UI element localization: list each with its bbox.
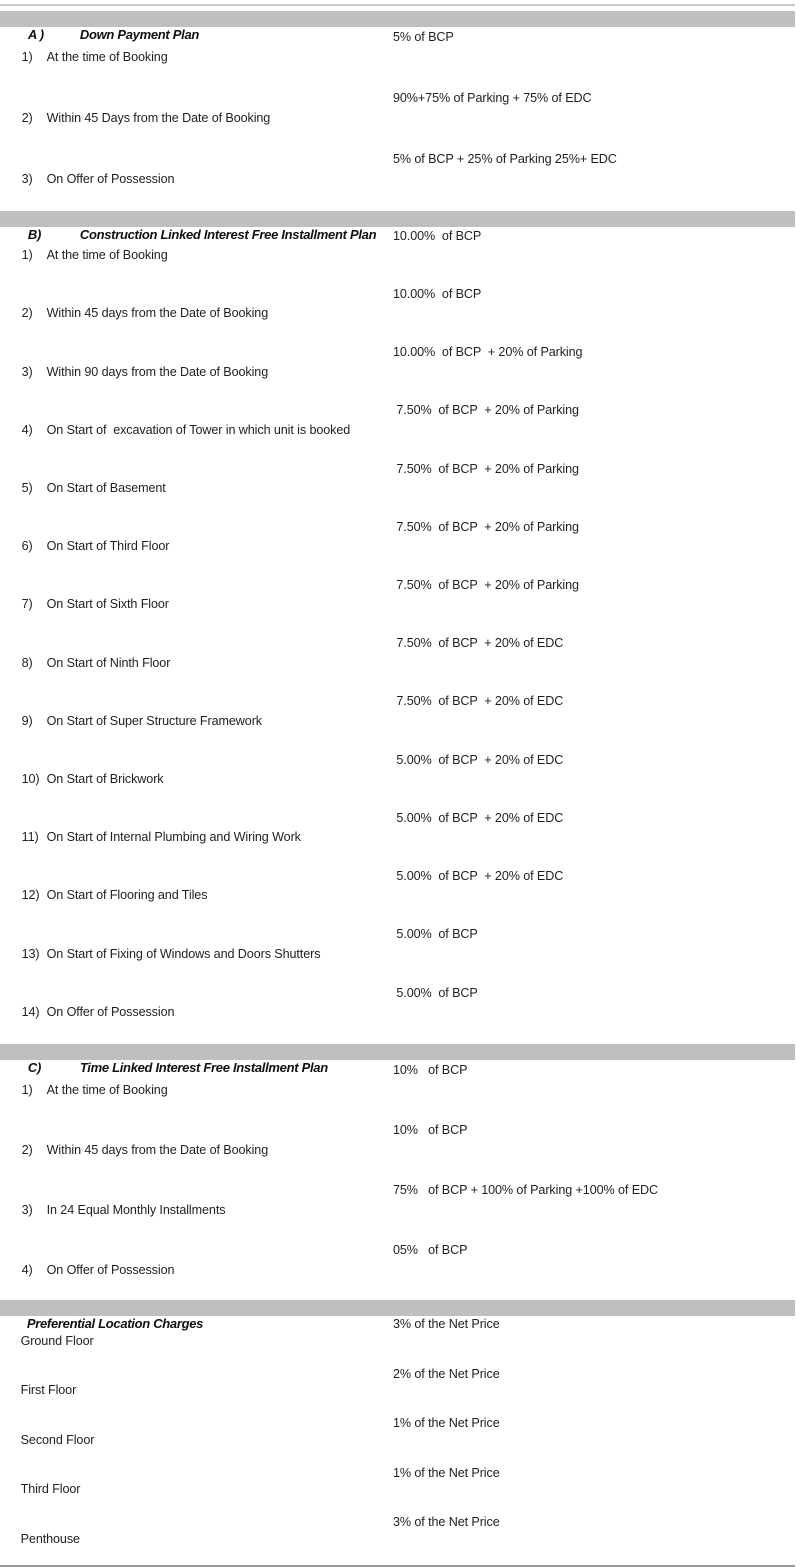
- row-label: On Start of Super Structure Framework: [46, 713, 262, 728]
- plan-row: [0, 149, 795, 210]
- row-label: Within 90 days from the Date of Booking: [46, 364, 269, 379]
- row-value: 10% of BCP: [393, 1063, 468, 1078]
- plan-row: [0, 925, 795, 983]
- row-label: Within 45 days from the Date of Booking: [46, 1143, 269, 1158]
- section-rows: [0, 227, 795, 1042]
- plan-row: [0, 401, 795, 459]
- row-value: 7.50% of BCP + 20% of Parking: [393, 577, 579, 592]
- row-label: On Start of Internal Plumbing and Wiring Work: [46, 830, 301, 845]
- plan-row: [0, 867, 795, 925]
- row-number: 5): [21, 480, 33, 495]
- row-value: 5.00% of BCP + 20% of EDC: [393, 810, 564, 825]
- row-label: First Floor: [20, 1383, 77, 1398]
- row-label: Second Floor: [20, 1432, 95, 1447]
- row-label: On Start of Brickwork: [46, 772, 164, 787]
- plan-row: [0, 227, 795, 285]
- section-rows: [0, 27, 795, 210]
- row-number: 3): [21, 1203, 33, 1218]
- row-number: 4): [21, 1263, 33, 1278]
- row-value: 7.50% of BCP + 20% of Parking: [393, 461, 579, 476]
- row-value: 10.00% of BCP: [393, 228, 482, 243]
- plan-section: [0, 11, 795, 210]
- plan-row: [0, 1060, 795, 1120]
- row-number: 3): [21, 364, 33, 379]
- plan-row: [0, 1366, 795, 1416]
- plan-row: [0, 984, 795, 1042]
- row-number: 1): [21, 248, 33, 263]
- plan-row: [0, 27, 795, 88]
- row-number: 12): [21, 888, 40, 903]
- row-label: At the time of Booking: [46, 248, 168, 263]
- row-label: At the time of Booking: [46, 50, 168, 65]
- row-value: 1% of the Net Price: [393, 1416, 500, 1431]
- row-label: On Start of Flooring and Tiles: [46, 888, 208, 903]
- plan-row: [0, 751, 795, 809]
- plan-row: [0, 343, 795, 401]
- row-label: Within 45 days from the Date of Booking: [46, 306, 269, 321]
- plan-row: [0, 1180, 795, 1240]
- row-value: 7.50% of BCP + 20% of EDC: [393, 636, 564, 651]
- section-title: Down Payment Plan: [79, 27, 200, 42]
- row-value: 3% of the Net Price: [393, 1515, 500, 1530]
- plan-sections-container: [0, 11, 795, 1564]
- row-number: 9): [21, 713, 33, 728]
- row-value: 3% of the Net Price: [393, 1317, 500, 1332]
- row-value: 10.00% of BCP + 20% of Parking: [393, 345, 583, 360]
- row-number: 10): [21, 772, 40, 787]
- row-value: 5.00% of BCP: [393, 927, 478, 942]
- plan-row: [0, 88, 795, 149]
- row-value: 7.50% of BCP + 20% of Parking: [393, 403, 579, 418]
- plan-row: [0, 1120, 795, 1180]
- row-value: 10.00% of BCP: [393, 286, 482, 301]
- plan-row: [0, 1465, 795, 1515]
- row-value: 5.00% of BCP + 20% of EDC: [393, 752, 564, 767]
- row-label: On Start of excavation of Tower in which unit is booked: [46, 422, 351, 437]
- section-rows: [0, 1060, 795, 1300]
- row-value: 5% of BCP: [393, 30, 454, 44]
- plan-row: [0, 1415, 795, 1465]
- row-number: 1): [21, 1083, 33, 1098]
- row-value: 7.50% of BCP + 20% of EDC: [393, 694, 564, 709]
- plan-section: [0, 211, 795, 1042]
- section-title: Construction Linked Interest Free Installment Plan: [79, 226, 377, 242]
- row-label: In 24 Equal Monthly Installments: [46, 1203, 226, 1218]
- row-value: 75% of BCP + 100% of Parking +100% of EDC: [393, 1183, 658, 1198]
- row-label: On Offer of Possession: [46, 172, 175, 187]
- row-label: Ground Floor: [20, 1333, 94, 1348]
- plan-row: [0, 285, 795, 343]
- row-number: 4): [21, 422, 33, 437]
- row-value: 05% of BCP: [393, 1243, 468, 1258]
- section-letter: C): [27, 1060, 41, 1076]
- row-number: 1): [21, 50, 33, 65]
- row-label: On Offer of Possession: [46, 1004, 175, 1019]
- plan-row: [0, 518, 795, 576]
- row-value: 5.00% of BCP: [393, 985, 478, 1000]
- row-label: Within 45 Days from the Date of Booking: [46, 111, 271, 126]
- row-value: 10% of BCP: [393, 1123, 468, 1138]
- row-label: Third Floor: [20, 1482, 81, 1497]
- section-rows: [0, 1316, 795, 1564]
- row-number: 11): [21, 830, 39, 845]
- plan-row: [0, 634, 795, 692]
- row-number: 3): [21, 172, 33, 187]
- section-letter: A ): [27, 27, 44, 42]
- row-label: At the time of Booking: [46, 1083, 168, 1098]
- row-value: 5.00% of BCP + 20% of EDC: [393, 869, 564, 884]
- plan-row: [0, 809, 795, 867]
- plan-row: [0, 1240, 795, 1300]
- plan-section: [0, 1300, 795, 1564]
- plan-row: [0, 1316, 795, 1366]
- table-top-border: [0, 4, 795, 6]
- row-label: On Start of Fixing of Windows and Doors Shutters: [46, 946, 321, 961]
- section-title: Time Linked Interest Free Installment Plan: [79, 1060, 328, 1076]
- row-number: 8): [21, 655, 33, 670]
- plan-row: [0, 1514, 795, 1564]
- plan-row: [0, 576, 795, 634]
- row-number: 2): [21, 111, 33, 126]
- plan-section: [0, 1044, 795, 1300]
- row-number: 2): [21, 306, 33, 321]
- row-value: 1% of the Net Price: [393, 1465, 500, 1480]
- plan-row: [0, 460, 795, 518]
- row-value: 2% of the Net Price: [393, 1366, 500, 1381]
- row-label: On Offer of Possession: [46, 1263, 175, 1278]
- row-value: 90%+75% of Parking + 75% of EDC: [393, 90, 592, 105]
- row-label: Penthouse: [20, 1531, 80, 1546]
- row-number: 2): [21, 1143, 33, 1158]
- row-label: On Start of Third Floor: [46, 539, 170, 554]
- row-value: 7.50% of BCP + 20% of Parking: [393, 519, 579, 534]
- row-label: On Start of Sixth Floor: [46, 597, 169, 612]
- section-title: Preferential Location Charges: [26, 1316, 204, 1332]
- row-label: On Start of Ninth Floor: [46, 655, 171, 670]
- row-value: 5% of BCP + 25% of Parking 25%+ EDC: [393, 151, 617, 166]
- plan-row: [0, 692, 795, 750]
- row-number: 7): [21, 597, 33, 612]
- row-label: On Start of Basement: [46, 480, 166, 495]
- row-number: 13): [21, 946, 40, 961]
- row-number: 14): [21, 1004, 40, 1019]
- row-number: 6): [21, 539, 33, 554]
- section-letter: B): [27, 226, 41, 242]
